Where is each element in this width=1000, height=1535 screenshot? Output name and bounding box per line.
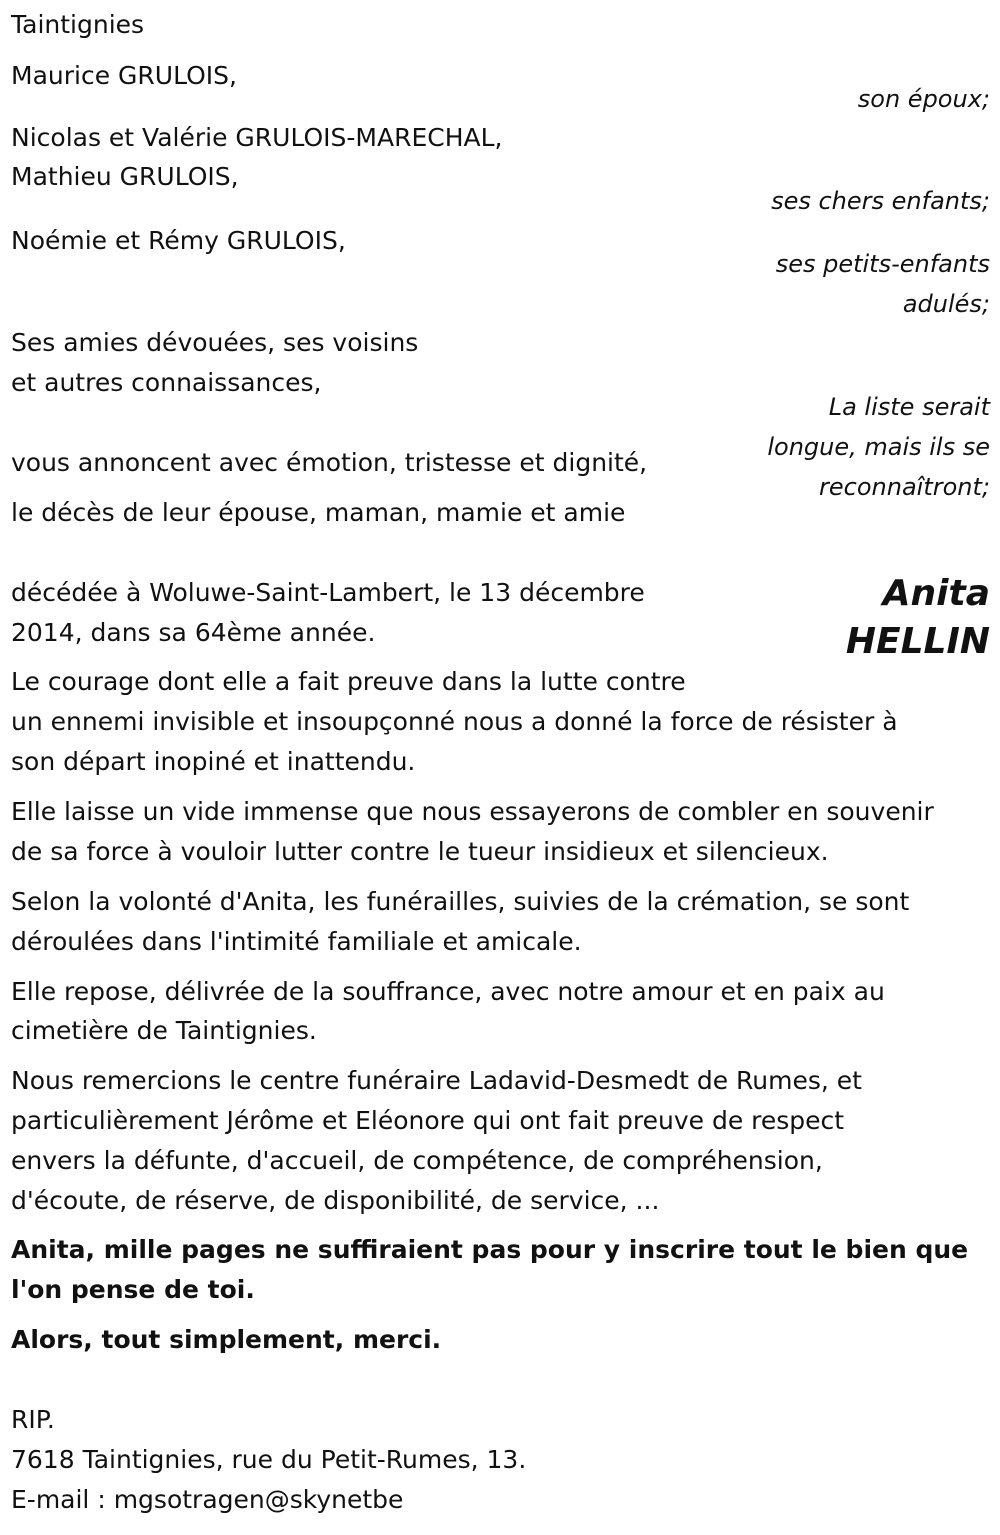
paragraph-4-line-2: cimetière de Taintignies. xyxy=(11,1016,317,1045)
children-line-1: Nicolas et Valérie GRULOIS-MARECHAL, xyxy=(11,123,503,152)
paragraph-5-line-1: Nous remercions le centre funéraire Ladavid-Desmedt de Rumes, et xyxy=(11,1066,862,1095)
grandchildren-role-line-1: ses petits-enfants xyxy=(775,250,990,278)
paragraph-5-line-3: envers la défunte, d'accueil, de compétence, de compréhension, xyxy=(11,1146,823,1175)
friends-role-line-3: reconnaîtront; xyxy=(819,473,990,501)
rip-text: RIP. xyxy=(11,1405,55,1434)
paragraph-1-line-3: son départ inopiné et inattendu. xyxy=(11,747,416,776)
grandchildren-role-line-2: adulés; xyxy=(902,290,990,318)
email-text: E-mail : mgsotragen@skynetbe xyxy=(11,1485,404,1514)
spouse-role: son époux; xyxy=(857,85,990,113)
friends-role-line-1: La liste serait xyxy=(828,393,990,421)
paragraph-4-line-1: Elle repose, délivrée de la souffrance, avec notre amour et en paix au xyxy=(11,977,885,1006)
children-role: ses chers enfants; xyxy=(771,187,990,215)
closing-bold-line-2: l'on pense de toi. xyxy=(11,1275,255,1304)
friends-role-line-2: longue, mais ils se xyxy=(767,433,990,461)
paragraph-5-line-2: particulièrement Jérôme et Eléonore qui ont fait preuve de respect xyxy=(11,1106,845,1135)
paragraph-5-line-4: d'écoute, de réserve, de disponibilité, de service, ... xyxy=(11,1186,660,1215)
spouse-name: Maurice GRULOIS, xyxy=(11,61,237,90)
grandchildren-name: Noémie et Rémy GRULOIS, xyxy=(11,226,346,255)
death-line-1: décédée à Woluwe-Saint-Lambert, le 13 décembre xyxy=(11,578,645,607)
closing-thanks: Alors, tout simplement, merci. xyxy=(11,1325,442,1354)
paragraph-2-line-2: de sa force à vouloir lutter contre le tueur insidieux et silencieux. xyxy=(11,837,829,866)
paragraph-1-line-1: Le courage dont elle a fait preuve dans la lutte contre xyxy=(11,667,686,696)
announcement-line-1: vous annoncent avec émotion, tristesse et dignité, xyxy=(11,448,648,477)
closing-bold-line-1: Anita, mille pages ne suffiraient pas pour y inscrire tout le bien que xyxy=(11,1235,969,1264)
paragraph-2-line-1: Elle laisse un vide immense que nous essayerons de combler en souvenir xyxy=(11,797,934,826)
address-text: 7618 Taintignies, rue du Petit-Rumes, 13. xyxy=(11,1445,527,1474)
paragraph-3-line-2: déroulées dans l'intimité familiale et amicale. xyxy=(11,927,582,956)
paragraph-1-line-2: un ennemi invisible et insoupçonné nous a donné la force de résister à xyxy=(11,707,898,736)
deceased-last-name: HELLIN xyxy=(845,621,990,662)
friends-line-1: Ses amies dévouées, ses voisins xyxy=(11,328,419,357)
children-line-2: Mathieu GRULOIS, xyxy=(11,162,239,191)
death-line-2: 2014, dans sa 64ème année. xyxy=(11,618,376,647)
announcement-line-2: le décès de leur épouse, maman, mamie et amie xyxy=(11,498,626,527)
friends-line-2: et autres connaissances, xyxy=(11,368,322,397)
deceased-first-name: Anita xyxy=(882,573,990,614)
paragraph-3-line-1: Selon la volonté d'Anita, les funérailles, suivies de la crémation, se sont xyxy=(11,887,910,916)
town-header: Taintignies xyxy=(11,10,145,39)
